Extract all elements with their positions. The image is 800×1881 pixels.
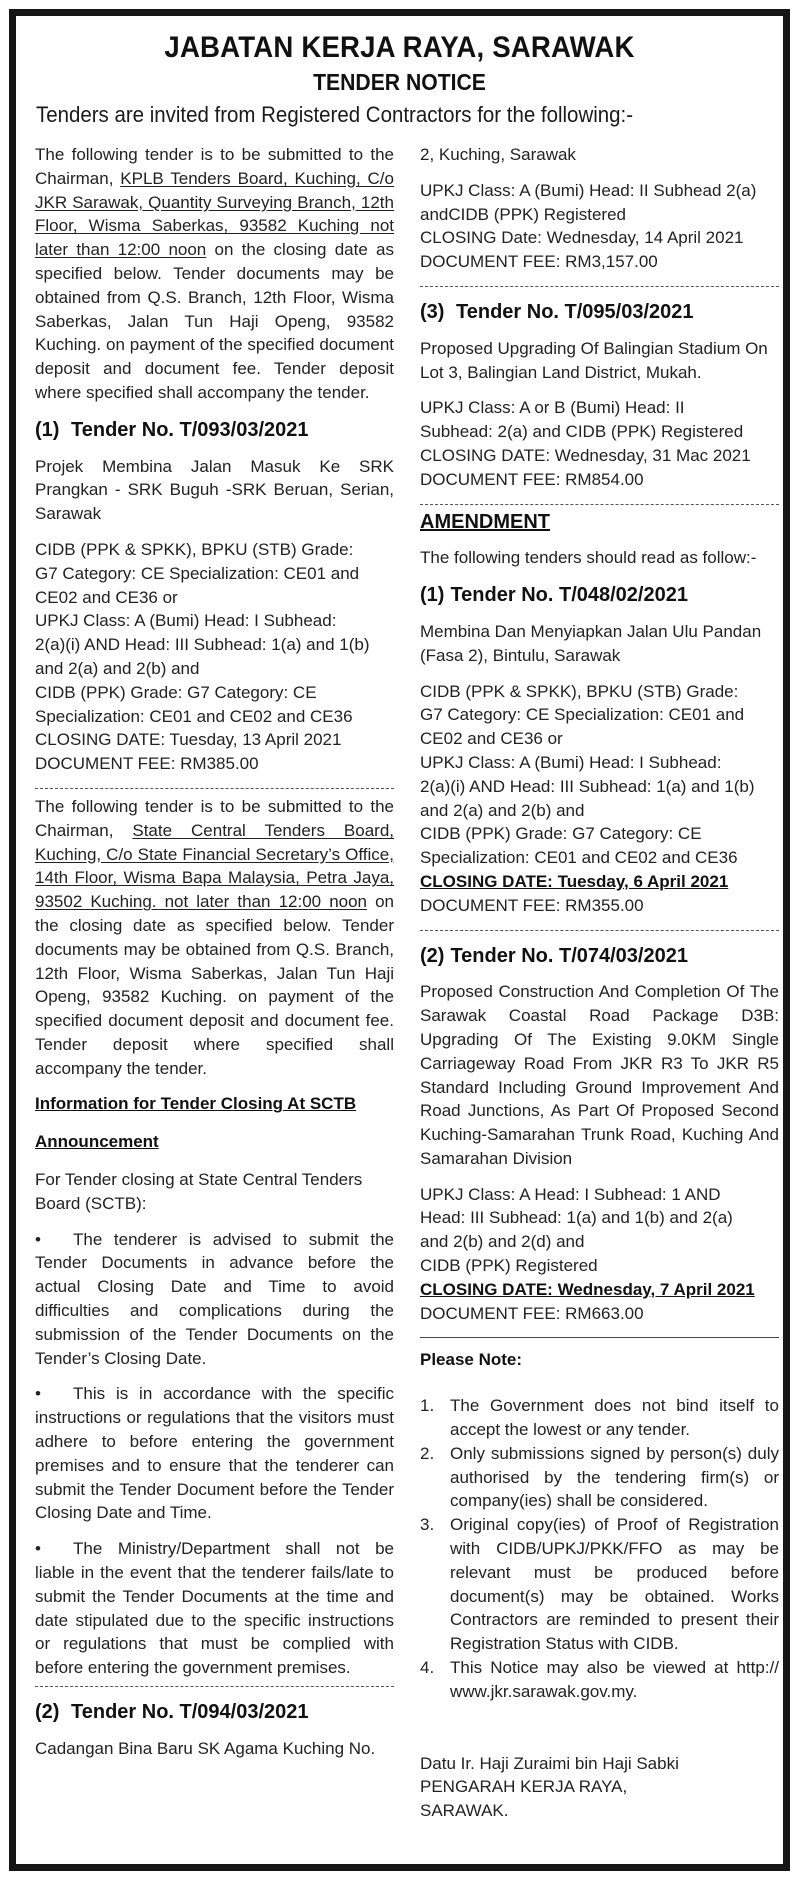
requirement-line: Head: III Subhead: 1(a) and 1(b) and 2(a) (420, 1208, 733, 1228)
note-text: Only submissions signed by person(s) duly authorised by the tendering firm(s) or company(ies) shall be considered. (450, 1443, 779, 1511)
closing-date: CLOSING DATE: Tuesday, 13 April 2021 (35, 730, 342, 750)
note-text: Original copy(ies) of Proof of Registration with CIDB/UPKJ/PKK/FFO as may be relevant must be produced before document(s) may be obtained. Works Contractors are reminded to present their Registration Status with CIDB. (450, 1515, 779, 1654)
dashed-divider (420, 930, 779, 931)
tender-details (420, 1183, 779, 1326)
sctb-address: State Central Tenders Board, Kuching, C/o State Financial Secretary’s Office, 14th Floor, Wisma Bapa Malaysia, Petra Jaya, 93502 Kuching. not later than 12:00 noon (35, 820, 394, 912)
requirement-line: and 2(b) and 2(d) and (420, 1232, 585, 1252)
notes-list (420, 1394, 779, 1703)
bullet-icon: • (35, 1539, 41, 1559)
announcement-bullet (35, 1382, 394, 1525)
document-fee: DOCUMENT FEE: RM355.00 (420, 895, 644, 915)
solid-divider (420, 1337, 779, 1338)
tender-heading (35, 419, 394, 443)
right-column (420, 143, 779, 1823)
requirement-line: CIDB (PPK) Registered (420, 1256, 598, 1276)
closing-date: CLOSING DATE: Wednesday, 7 April 2021 (420, 1279, 755, 1299)
tender-number-index: (1) (35, 418, 60, 441)
notice-title: TENDER NOTICE (313, 69, 486, 95)
left-column (35, 143, 394, 1773)
signatory-title: PENGARAH KERJA RAYA, (420, 1777, 628, 1797)
tender-details (420, 396, 779, 491)
note-item (420, 1513, 779, 1656)
kplb-address: KPLB Tenders Board, Kuching, C/o JKR Sarawak, Quantity Surveying Branch, 12th Floor, Wisma Saberkas, 93582 Kuching not later than 12:00 noon (35, 168, 394, 260)
signatory-name: Datu Ir. Haji Zuraimi bin Haji Sabki (420, 1753, 679, 1773)
closing-date: CLOSING DATE: Wednesday, 31 Mac 2021 (420, 445, 751, 465)
requirement-line: and 2(a) and 2(b) and (35, 658, 200, 678)
please-note-heading: Please Note: (420, 1350, 523, 1370)
amendment-intro: The following tenders should read as follow:- (420, 548, 757, 568)
signature-block (420, 1752, 779, 1823)
requirement-line: CIDB (PPK) Grade: G7 Category: CE (35, 682, 317, 702)
tender-number: Tender No. T/093/03/2021 (71, 418, 309, 441)
closing-date: CLOSING Date: Wednesday, 14 April 2021 (420, 228, 744, 248)
note-item (420, 1442, 779, 1513)
note-number: 2. (420, 1443, 435, 1463)
tender-description: Proposed Construction And Completion Of The Sarawak Coastal Road Package D3B: Upgrading Of The Existing 9.0KM Single Carriageway Road From JKR R3 To JKR R5 Standard Including Ground Improvement And Road Junctions, As Part Of Proposed Second Kuching-Samarahan Trunk Road, Kuching And Samarahan Division (420, 982, 779, 1168)
requirement-line: CE02 and CE36 or (35, 587, 178, 607)
requirement-line: UPKJ Class: A Head: I Subhead: 1 AND (420, 1184, 721, 1204)
tender-number-index: (2) (35, 1701, 60, 1724)
kplb-intro-suffix: on the closing date as specified below. Tender documents may be obtained from Q.S. Branch, 12th Floor, Wisma Saberkas, Jalan Tun Haji Openg, 93582 Kuching. on payment of the specified document deposit and document fee. Tender deposit where specified shall accompany the tender. (35, 240, 394, 402)
document-fee: DOCUMENT FEE: RM385.00 (35, 754, 259, 774)
tender-number: Tender No. T/074/03/2021 (450, 944, 688, 967)
tender-details (420, 179, 779, 274)
bullet-icon: • (35, 1229, 41, 1249)
requirement-line: and 2(a) and 2(b) and (420, 800, 585, 820)
requirement-line: UPKJ Class: A (Bumi) Head: I Subhead: (35, 611, 337, 631)
requirement-line: G7 Category: CE Specialization: CE01 and (420, 705, 745, 725)
requirement-line: CE02 and CE36 or (420, 729, 563, 749)
tender-details (35, 538, 394, 776)
requirement-line: Subhead: 2(a) and CIDB (PPK) Registered (420, 422, 744, 442)
note-text: The Government does not bind itself to accept the lowest or any tender. (450, 1396, 779, 1440)
kplb-submission-paragraph (35, 143, 394, 405)
requirement-line: G7 Category: CE Specialization: CE01 and (35, 563, 360, 583)
note-item (420, 1394, 779, 1442)
tender-heading (420, 301, 779, 325)
requirement-line: UPKJ Class: A or B (Bumi) Head: II (420, 398, 685, 418)
announcement-heading: Announcement (35, 1132, 159, 1152)
dashed-divider (35, 1686, 394, 1687)
requirement-line: andCIDB (PPK) Registered (420, 204, 626, 224)
department-title: JABATAN KERJA RAYA, SARAWAK (164, 31, 635, 64)
bullet-text: The Ministry/Department shall not be liable in the event that the tenderer fails/late to submit the Tender Documents at the time and date stipulated due to the specific instructions or regulations that must be complied with before entering the government premises. (35, 1539, 394, 1678)
requirement-line: UPKJ Class: A (Bumi) Head: I Subhead: (420, 752, 722, 772)
kplb-intro-prefix: The following tender is to be submitted to the Chairman, (35, 145, 394, 188)
tender-description: Proposed Upgrading Of Balingian Stadium On Lot 3, Balingian Land District, Mukah. (420, 338, 768, 382)
sctb-submission-paragraph (35, 795, 394, 1081)
requirement-line: Specialization: CE01 and CE02 and CE36 (420, 848, 738, 868)
announcement-bullet (35, 1537, 394, 1680)
sctb-intro-prefix: The following tender is to be submitted to the Chairman, (35, 796, 394, 840)
announcement-bullet (35, 1228, 394, 1371)
tender-number: Tender No. T/095/03/2021 (456, 300, 694, 323)
requirement-line: CIDB (PPK & SPKK), BPKU (STB) Grade: (35, 539, 354, 559)
closing-date: CLOSING DATE: Tuesday, 6 April 2021 (420, 871, 729, 891)
tender-details (420, 680, 779, 918)
requirement-line: CIDB (PPK & SPKK), BPKU (STB) Grade: (420, 681, 739, 701)
requirement-line: UPKJ Class: A (Bumi) Head: II Subhead 2(a) (420, 180, 757, 200)
bullet-icon: • (35, 1384, 41, 1404)
tender-heading (35, 1701, 394, 1725)
dashed-divider (35, 788, 394, 789)
sctb-info-heading: Information for Tender Closing At SCTB (35, 1094, 357, 1114)
note-number: 4. (420, 1658, 435, 1678)
bullet-text: The tenderer is advised to submit the Tender Documents in advance before the actual Closing Date and Time to avoid difficulties and complications during the submission of the Tender Documents on the Tender’s Closing Date. (35, 1229, 394, 1368)
tender-number-index: (3) (420, 300, 445, 323)
document-fee: DOCUMENT FEE: RM854.00 (420, 469, 644, 489)
requirement-line: 2(a)(i) AND Head: III Subhead: 1(a) and 1(b) (420, 776, 755, 796)
tender-heading (420, 584, 779, 608)
tender-number: Tender No. T/094/03/2021 (71, 1701, 309, 1724)
tender-number-index: (2) (420, 944, 445, 967)
notice-frame (9, 9, 790, 1871)
tender-number: Tender No. T/048/02/2021 (450, 584, 688, 607)
notice-intro: Tenders are invited from Registered Contractors for the following:- (36, 102, 634, 127)
tender-number-index: (1) (420, 584, 445, 607)
note-number: 3. (420, 1515, 435, 1535)
tender-description: Cadangan Bina Baru SK Agama Kuching No. (35, 1738, 376, 1758)
amendment-heading: AMENDMENT (420, 510, 550, 533)
bullet-text: This is in accordance with the specific instructions or regulations that the visitors must adhere to before entering the government premises and to ensure that the tenderer can submit the Tender Document before the Tender Closing Date and Time. (35, 1384, 394, 1523)
announcement-intro: For Tender closing at State Central Tenders Board (SCTB): (35, 1170, 363, 1213)
document-fee: DOCUMENT FEE: RM663.00 (420, 1303, 644, 1323)
requirement-line: Specialization: CE01 and CE02 and CE36 (35, 706, 353, 726)
sctb-intro-suffix: on the closing date as specified below. Tender documents may be obtained from Q.S. Branch, 12th Floor, Wisma Saberkas, Jalan Tun Haji Openg, 93582 Kuching. on payment of the specified document deposit and document fee. Tender deposit where specified shall accompany the tender. (35, 892, 394, 1078)
tender-description: Membina Dan Menyiapkan Jalan Ulu Pandan (Fasa 2), Bintulu, Sarawak (420, 621, 762, 665)
signatory-state: SARAWAK. (420, 1801, 509, 1821)
tender-description: Projek Membina Jalan Masuk Ke SRK Prangkan - SRK Buguh -SRK Beruan, Serian, Sarawak (35, 456, 394, 524)
note-number: 1. (420, 1396, 435, 1416)
requirement-line: 2(a)(i) AND Head: III Subhead: 1(a) and 1(b) (35, 635, 370, 655)
dashed-divider (420, 286, 779, 287)
tender-description-continued: 2, Kuching, Sarawak (420, 145, 576, 164)
note-item (420, 1656, 779, 1704)
document-fee: DOCUMENT FEE: RM3,157.00 (420, 252, 658, 272)
dashed-divider (420, 504, 779, 505)
note-text: This Notice may also be viewed at http:// www.jkr.sarawak.gov.my. (450, 1658, 779, 1701)
tender-heading (420, 945, 779, 969)
requirement-line: CIDB (PPK) Grade: G7 Category: CE (420, 824, 702, 844)
